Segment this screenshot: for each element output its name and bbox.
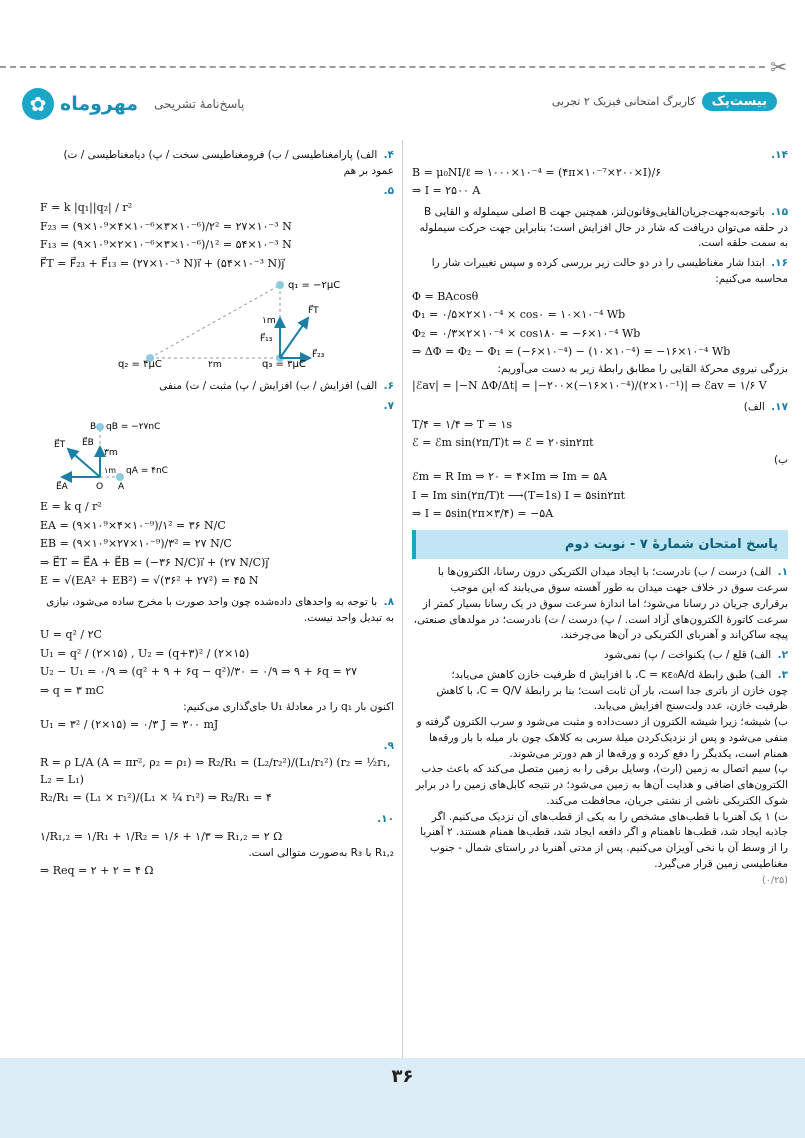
equation: ⇒ I = ۵sin(۲π×۳/۴) = −۵A bbox=[412, 507, 554, 521]
score-label: (۰/۲۵) bbox=[762, 874, 788, 886]
label-qa: qA = ۴nC bbox=[126, 465, 168, 476]
label-eb: E⃗B bbox=[82, 437, 94, 448]
equation: |ℰav| = |−N ΔΦ/Δt| = |−۲۰۰×(−۱۶×۱۰⁻⁴)/(۲×۱۰⁻¹)| ⇒ ℰav = ۱/۶ V bbox=[412, 379, 767, 393]
ft-arrow bbox=[280, 318, 308, 358]
answer-text: الف) درست / ب) نادرست؛ با ایجاد میدان الکتریکی درون رسانا، الکترون‌ها با سرعت سوق در خلاف جهت میدان به طور آهسته سوق می‌یابند که این موجب برقراری جریان در رسانا می‌شود؛ اما اندازهٔ سرعت سوق در یک رسانا بسیار کمتر از سرعت کاتورهٔ الکترون‌های آزاد است. / پ) درست / ت) نادرست؛ در مولدهای صنعتی، پیچه ساکن‌اند و آهنربای الکتریکی در آن‌ها می‌چرخند. bbox=[413, 566, 788, 642]
answer-9 bbox=[40, 739, 394, 808]
answer-1 bbox=[412, 565, 788, 644]
brand-logo-icon: ✿ bbox=[22, 88, 54, 120]
equation: R = ρ L/A (A = πr², ρ₂ = ρ₁) ⇒ R₂/R₁ = (L₂/r₂²)/(L₁/r₁²) (r₂ = ½r₁, L₂ = L₁) bbox=[40, 756, 391, 786]
answer-7 bbox=[40, 399, 394, 591]
equation: I = Im sin(۲π/T)t ⟶(T=1s) I = ۵sin۲πt bbox=[412, 488, 626, 502]
cut-line bbox=[0, 66, 765, 68]
answer-text: الف) پارامغناطیسی / ب) فرومغناطیسی سخت / پ) دیامغناطیسی / ت) عمود بر هم bbox=[63, 149, 394, 177]
label-q1: q₁ = −۲μC bbox=[288, 280, 341, 292]
answer-8 bbox=[40, 595, 394, 735]
equation: T/۴ = ۱/۴ ⇒ T = ۱s bbox=[412, 417, 512, 431]
brand-subtitle: پاسخ‌نامهٔ تشریحی bbox=[154, 97, 245, 111]
answer-text: بزرگی نیروی محرکهٔ القایی را مطابق رابطهٔ زیر به دست می‌آوریم: bbox=[497, 362, 788, 375]
label-f23: F⃗₂₃ bbox=[312, 350, 325, 361]
answer-2 bbox=[412, 648, 788, 664]
answer-text: پ) سیم اتصال به زمین (ارت)، وسایل برقی را به زمین متصل می‌کند که باعث جذب الکترون‌های اضافی و هدایت آن‌ها به زمین می‌شود؛ در نتیجه کابل‌های زمین را در برابر شوک الکتریکی ناشی از نشتی جریان، محافظت می‌کند. bbox=[415, 763, 788, 807]
brand-name: مهروماه bbox=[60, 93, 139, 115]
page-header bbox=[0, 88, 805, 118]
label-q2: q₂ = ۴μC bbox=[118, 359, 162, 370]
answer-number: ۱. bbox=[777, 566, 788, 579]
equation: R₂/R₁ = (L₁ × r₁²)/(L₁ × ¼ r₁²) ⇒ R₂/R₁ = ۴ bbox=[40, 791, 272, 805]
brand bbox=[22, 88, 244, 120]
answer-text: الف) قلع / ب) یکنواخت / پ) نمی‌شود bbox=[603, 649, 772, 661]
answer-number: ۷. bbox=[383, 399, 394, 412]
equation: Φ₁ = ۰/۵×۲×۱۰⁻⁴ × cos۰ = ۱۰×۱۰⁻⁴ Wb bbox=[412, 308, 626, 321]
et-arrow bbox=[68, 449, 100, 477]
answer-text: چون خازن از باتری جدا است، بار آن ثابت است؛ بنا بر رابطهٔ C = Q/V، با کاهش ظرفیت خازن، عدد ولت‌سنج افزایش می‌یابد. bbox=[436, 684, 788, 713]
answer-number: ۶. bbox=[383, 380, 394, 392]
hypotenuse-line bbox=[150, 285, 280, 358]
equation: ⇒ I = ۲۵۰۰ A bbox=[412, 184, 481, 198]
answer-15 bbox=[412, 205, 788, 252]
scissors-icon: ✂ bbox=[770, 55, 787, 79]
answer-text: ب) شیشه؛ زیرا شیشه الکترون از دست‌داده و مثبت می‌شود و سرب الکترون گرفته و منفی می‌شود و پس از نزدیک‌کردن میلهٔ سربی به کلاهک چون بار میله با بار ورقه‌ها همنام است، یکدیگر را دفع کرده و ورقه‌ها از هم دورتر می‌شوند. bbox=[416, 716, 788, 760]
answer-number: ۸. bbox=[383, 595, 394, 608]
equation: U = q² / ۲C bbox=[40, 628, 102, 642]
page-number: ۳۶ bbox=[391, 1066, 414, 1087]
label-f13: F⃗₁₃ bbox=[260, 334, 273, 345]
answer-text: ابتدا شار مغناطیسی را در دو حالت زیر بررسی کرده و سپس تغییرات شار را محاسبه می‌کنیم: bbox=[431, 257, 788, 285]
answer-14 bbox=[412, 148, 788, 201]
label-1m: ۱m bbox=[104, 465, 117, 475]
answer-number: ۱۶. bbox=[771, 257, 788, 269]
answer-number: ۵. bbox=[383, 184, 394, 197]
label-q3: q₃ = ۳μC bbox=[262, 359, 306, 370]
equation: ⇒ E⃗T = E⃗A + E⃗B = (−۳۶ N/C)i⃗ + (۲۷ N/C)j⃗ bbox=[40, 555, 269, 569]
page-footer bbox=[0, 1058, 805, 1138]
answer-number: ۱۵. bbox=[771, 205, 788, 218]
answer-number: ۱۷. bbox=[771, 400, 788, 413]
answer-10 bbox=[40, 812, 394, 881]
equation: Φ₂ = ۰/۳×۲×۱۰⁻⁴ × cos۱۸۰ = −۶×۱۰⁻⁴ Wb bbox=[412, 326, 641, 340]
answer-number: ۴. bbox=[383, 149, 394, 161]
charge-b bbox=[96, 423, 104, 431]
field-diagram bbox=[40, 415, 394, 493]
answer-6 bbox=[40, 379, 394, 395]
answer-text: ت) ۱ یک آهنربا با قطب‌های مشخص را به یکی از قطب‌های آن نزدیک می‌کنیم. اگر جاذبه ایجاد شد، قطب‌ها ناهمنام و اگر دافعه ایجاد شد، قطب‌ها همنام هستند. ۲ آهنربا را از وسط آن با نخی آویزان می‌کنیم. پس از مدتی آهنربا در راستای شمال - جنوب مغناطیسی زمین قرار می‌گیرد. bbox=[420, 810, 788, 870]
answer-number: ۳. bbox=[777, 668, 788, 681]
equation: F = k |q₁||q₂| / r² bbox=[40, 201, 133, 215]
charge-q1 bbox=[276, 281, 284, 289]
answer-3 bbox=[412, 668, 788, 889]
part-label: الف) bbox=[743, 400, 765, 413]
label-1m: ۱m bbox=[262, 316, 276, 327]
right-column bbox=[412, 148, 788, 892]
label-3m: ۳m bbox=[104, 447, 118, 458]
left-column bbox=[40, 148, 394, 884]
equation: E = √(EA² + EB²) = √(۳۶² + ۲۷²) = ۴۵ N bbox=[40, 574, 259, 588]
answer-17 bbox=[412, 400, 788, 524]
answer-text: با توجه به واحدهای داده‌شده چون واحد صورت با مخرج ساده می‌شود، نیازی به تبدیل واحد نیست. bbox=[46, 595, 394, 624]
answer-4 bbox=[40, 148, 394, 180]
equation: B = μ₀NI/ℓ ⇒ ۱۰۰۰×۱۰⁻⁴ = (۴π×۱۰⁻⁷×۲۰۰×I)/۶ bbox=[412, 165, 662, 179]
equation: EA = (۹×۱۰⁹×۴×۱۰⁻⁹)/۱² = ۳۶ N/C bbox=[40, 518, 226, 532]
equation: ⇒ ΔΦ = Φ₂ − Φ₁ = (−۶×۱۰⁻⁴) − (۱۰×۱۰⁻⁴) = −۱۶×۱۰⁻⁴ Wb bbox=[412, 345, 731, 358]
answer-text: R₁,₂ با R₃ به‌صورت متوالی است. bbox=[248, 847, 394, 859]
answer-number: ۲. bbox=[777, 649, 788, 661]
section-title: پاسخ امتحان شمارهٔ ۷ - نوبت دوم bbox=[412, 530, 788, 560]
answer-text: الف) افزایش / ب) افزایش / پ) مثبت / ت) منفی bbox=[159, 380, 378, 392]
label-2m: ۲m bbox=[208, 360, 222, 370]
equation: E = k q / r² bbox=[40, 500, 102, 514]
equation: Φ = BAcosθ bbox=[412, 289, 479, 303]
equation: ⇒ q = ۳ mC bbox=[40, 683, 105, 697]
equation: ℰm = R Im ⇒ ۲۰ = ۴×Im ⇒ Im = ۵A bbox=[412, 470, 608, 484]
label-et: E⃗T bbox=[54, 439, 66, 450]
charge-a bbox=[116, 473, 124, 481]
column-divider bbox=[402, 140, 403, 1058]
part-label: ب) bbox=[774, 453, 788, 466]
book-title-group bbox=[552, 92, 777, 111]
answer-text: الف) طبق رابطهٔ C = κε₀A/d، با افزایش d ظرفیت خازن کاهش می‌یابد؛ bbox=[451, 668, 772, 681]
answer-5 bbox=[40, 184, 394, 376]
series-badge: بیست‌پک bbox=[702, 92, 777, 111]
answer-text: اکنون بار q₁ را در معادلهٔ U₁ جای‌گذاری می‌کنیم: bbox=[183, 701, 394, 714]
label-o: O bbox=[96, 481, 104, 492]
answer-number: ۱۰. bbox=[377, 812, 394, 825]
equation: ۱/R₁,₂ = ۱/R₁ + ۱/R₂ = ۱/۶ + ۱/۳ ⇒ R₁,₂ = ۲ Ω bbox=[40, 829, 283, 843]
equation: U₂ − U₁ = ۰/۹ ⇒ (q² + ۹ + ۶q − q²)/۳۰ = ۰/۹ ⇒ ۹ + ۶q = ۲۷ bbox=[40, 665, 358, 679]
equation: EB = (۹×۱۰⁹×۲۷×۱۰⁻⁹)/۳² = ۲۷ N/C bbox=[40, 537, 232, 551]
label-b: B bbox=[90, 421, 97, 432]
equation: U₁ = ۳² / (۲×۱۵) = ۰/۳ J = ۳۰۰ mJ bbox=[40, 718, 219, 731]
label-a: A bbox=[118, 481, 125, 492]
equation: ⇒ Req = ۲ + ۲ = ۴ Ω bbox=[40, 863, 154, 877]
label-qb: qB = −۲۷nC bbox=[106, 421, 161, 432]
answer-text: باتوجه‌به‌جهت‌جریان‌القایی‌وقانون‌لنز، همچنین جهت B اصلی سیملوله و القایی B در حلقه می‌توان دریافت که شار در حال افزایش است؛ بنابراین جهت حرکت سیملوله به سمت حلقه است. bbox=[419, 205, 788, 250]
label-ea: E⃗A bbox=[56, 481, 68, 492]
answer-number: ۹. bbox=[383, 739, 394, 752]
equation: ℰ = ℰm sin(۲π/T)t ⇒ ℰ = ۲۰sin۲πt bbox=[412, 436, 594, 449]
equation: F₂₃ = (۹×۱۰⁹×۴×۱۰⁻⁶×۳×۱۰⁻⁶)/۲² = ۲۷×۱۰⁻³ N bbox=[40, 219, 292, 233]
answer-number: ۱۴. bbox=[771, 149, 788, 161]
equation: U₁ = q² / (۲×۱۵) , U₂ = (q+۳)² / (۲×۱۵) bbox=[40, 646, 250, 660]
label-ft: F⃗T bbox=[308, 306, 319, 317]
answer-16 bbox=[412, 256, 788, 396]
charges-diagram bbox=[40, 273, 394, 369]
equation: F⃗T = F⃗₂₃ + F⃗₁₃ = (۲۷×۱۰⁻³ N)i⃗ + (۵۴×۱۰⁻³ N)j⃗ bbox=[40, 256, 285, 270]
equation: F₁₃ = (۹×۱۰⁹×۲×۱۰⁻⁶×۳×۱۰⁻⁶)/۱² = ۵۴×۱۰⁻³ N bbox=[40, 238, 292, 252]
book-title: کاربرگ امتحانی فیزیک ۲ تجربی bbox=[551, 95, 696, 108]
